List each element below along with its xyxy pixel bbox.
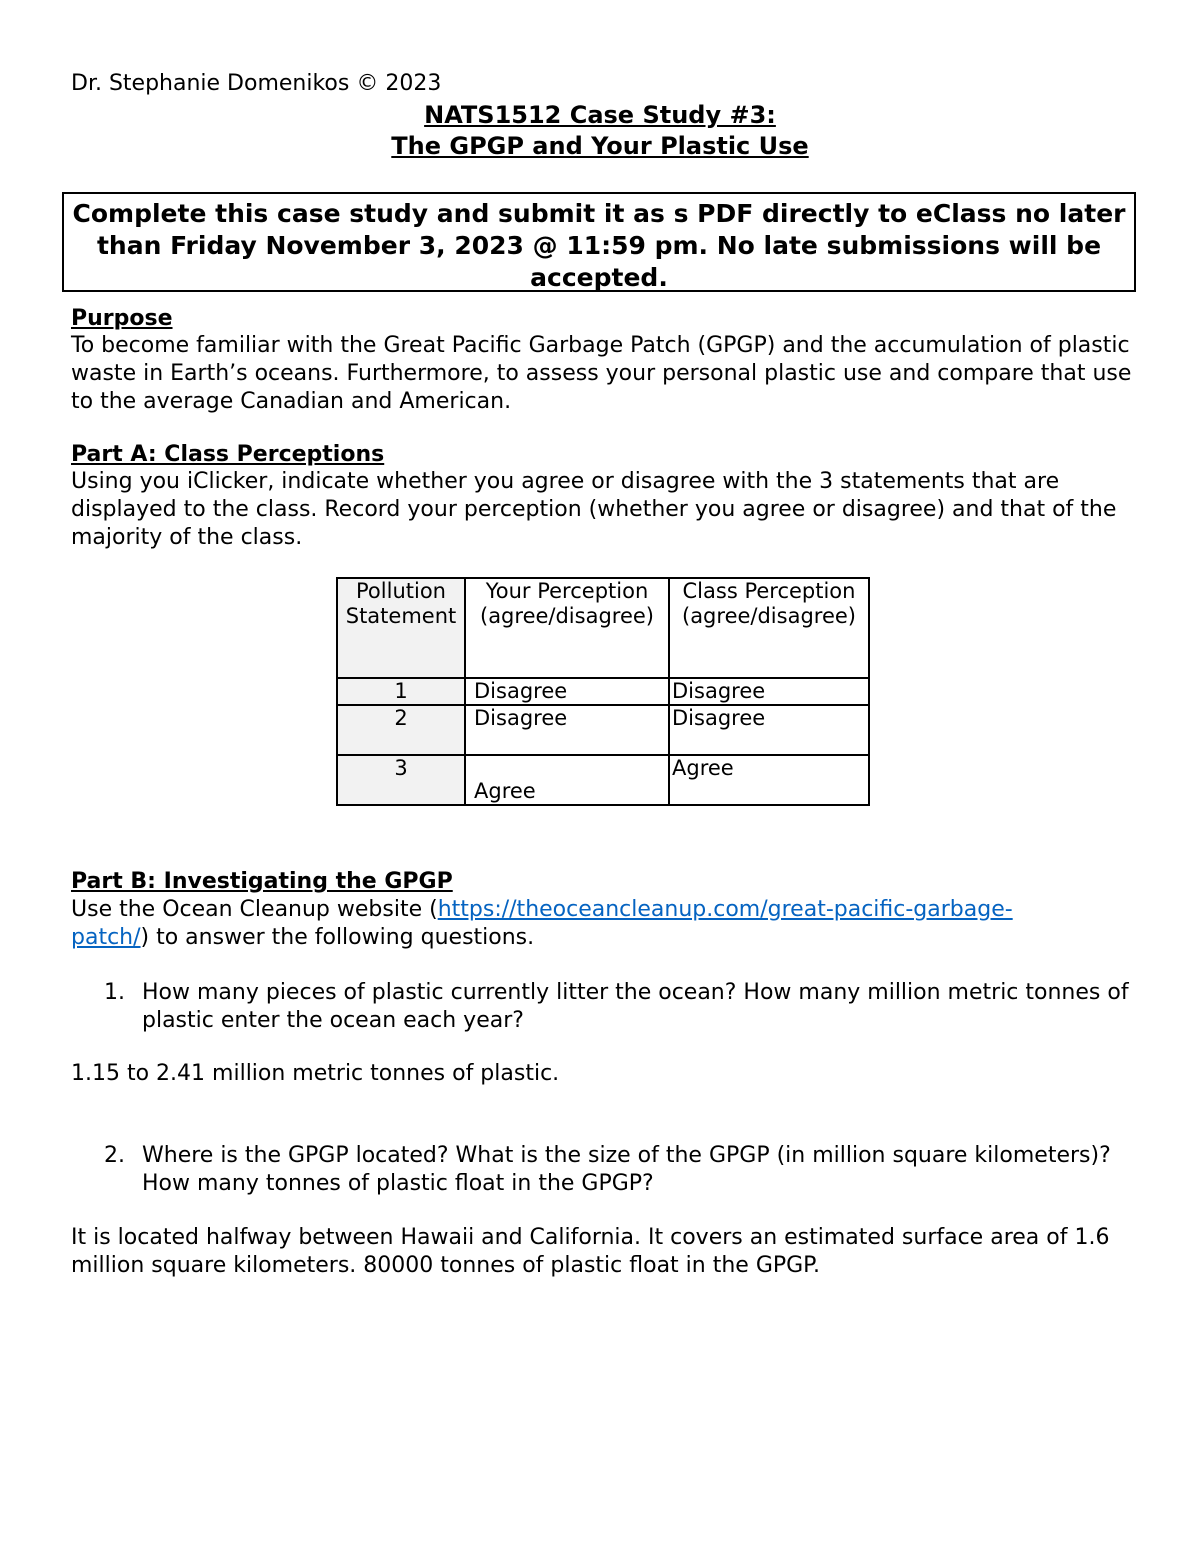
table-header-row bbox=[337, 578, 869, 678]
answer-2-text: It is located halfway between Hawaii and California. It covers an estimated surface area of 1.6 million square kilometers. 80000 tonnes of plastic float in the GPGP. bbox=[71, 1225, 1110, 1278]
table-cell-your-perception: Agree bbox=[465, 755, 669, 805]
table-cell-your-perception: Disagree bbox=[465, 678, 669, 705]
question-2-number: 2. bbox=[104, 1143, 125, 1168]
part-b-intro-before: Use the Ocean Cleanup website ( bbox=[71, 897, 438, 922]
purpose-body: To become familiar with the Great Pacific Garbage Patch (GPGP) and the accumulation of plastic waste in Earth’s oceans. Furthermore, to assess your personal plastic use and compare that use to the average Canadian and American. bbox=[71, 333, 1132, 414]
page-title-line1: NATS1512 Case Study #3: bbox=[424, 101, 776, 129]
table-header-class-perception: Class Perception (agree/disagree) bbox=[669, 578, 869, 678]
table-cell-statement: 2 bbox=[337, 705, 465, 755]
submission-notice-box bbox=[62, 192, 1136, 292]
perception-table bbox=[336, 577, 870, 806]
ocean-cleanup-link-continued[interactable]: patch/ bbox=[71, 925, 141, 950]
answer-1-text: 1.15 to 2.41 million metric tonnes of plastic. bbox=[71, 1061, 560, 1086]
table-row bbox=[337, 705, 869, 755]
part-a-heading: Part A: Class Perceptions bbox=[71, 442, 385, 467]
table-row bbox=[337, 678, 869, 705]
question-2-text: Where is the GPGP located? What is the size of the GPGP (in million square kilometers)? How many tonnes of plastic float in the GPGP? bbox=[142, 1143, 1111, 1196]
table-row bbox=[337, 755, 869, 805]
table-cell-class-perception: Agree bbox=[669, 755, 869, 805]
table-cell-statement: 3 bbox=[337, 755, 465, 805]
submission-notice-text: Complete this case study and submit it as s PDF directly to eClass no later than Friday November 3, 2023 @ 11:59 pm. No late submissions will be accepted. bbox=[72, 199, 1126, 292]
table-header-statement: Pollution Statement bbox=[337, 578, 465, 678]
table-cell-class-perception: Disagree bbox=[669, 705, 869, 755]
table-cell-statement: 1 bbox=[337, 678, 465, 705]
part-a-body: Using you iClicker, indicate whether you agree or disagree with the 3 statements that are displayed to the class. Record your perception (whether you agree or disagree) and that of the majority of the class. bbox=[71, 469, 1117, 550]
author-line: Dr. Stephanie Domenikos © 2023 bbox=[71, 71, 442, 96]
table-cell-your-perception: Disagree bbox=[465, 705, 669, 755]
ocean-cleanup-link[interactable]: https://theoceancleanup.com/great-pacific-garbage- bbox=[437, 897, 1013, 922]
part-b-heading: Part B: Investigating the GPGP bbox=[71, 869, 453, 894]
table-cell-class-perception: Disagree bbox=[669, 678, 869, 705]
question-1-number: 1. bbox=[104, 980, 125, 1005]
question-1-text: How many pieces of plastic currently litter the ocean? How many million metric tonnes of plastic enter the ocean each year? bbox=[142, 980, 1129, 1033]
page-title-line2: The GPGP and Your Plastic Use bbox=[391, 132, 809, 160]
purpose-heading: Purpose bbox=[71, 306, 173, 331]
part-b-intro-after: ) to answer the following questions. bbox=[140, 925, 535, 950]
part-b-intro bbox=[71, 896, 1141, 952]
table-header-your-perception: Your Perception (agree/disagree) bbox=[465, 578, 669, 678]
